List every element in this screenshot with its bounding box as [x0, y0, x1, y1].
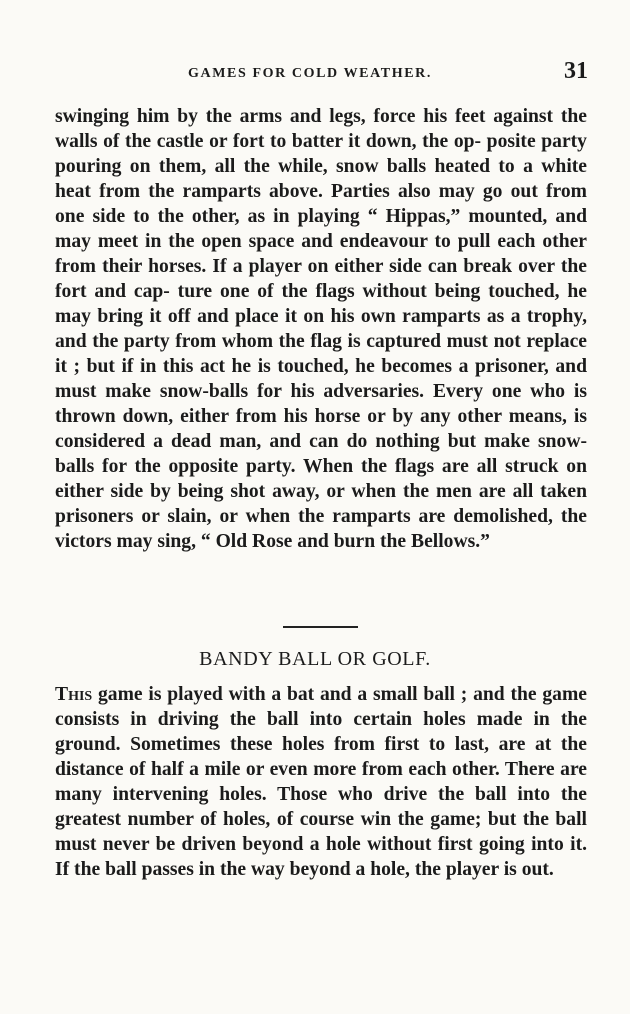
- text-line: passes in the way beyond a hole, the player is out.: [141, 859, 554, 880]
- first-line-rest: game is played with a bat and a small ball ; and: [92, 684, 505, 705]
- section-heading: BANDY BALL OR GOLF.: [199, 648, 431, 670]
- text-line: posite party pouring on them, all the while, snow balls: [55, 131, 587, 177]
- text-line: the walls of the castle or fort to batter it down, the op-: [55, 106, 587, 152]
- text-line: swinging him by the arms and legs, force his feet against: [55, 106, 554, 127]
- first-word: This: [55, 684, 93, 705]
- paragraph-fort-game: [55, 104, 587, 554]
- section-divider: [283, 626, 358, 628]
- header-title: GAMES FOR COLD WEATHER.: [188, 66, 432, 81]
- text-line: last, are at the distance of half a mile or even more from: [55, 734, 587, 780]
- text-line: course win the game; but the ball must never be driven: [55, 809, 587, 855]
- text-line: replace it ; but if in this act he is touched, he becomes: [55, 331, 587, 377]
- page-number: 31: [564, 58, 588, 84]
- text-line: or by any other means, is considered a dead man, and: [55, 406, 587, 452]
- text-line: who drive the ball into the greatest number of holes, of: [55, 784, 587, 830]
- text-line: Every one who is thrown down, either from his horse: [55, 381, 587, 427]
- text-line: heated to a white heat from the ramparts above. Parties: [55, 156, 587, 202]
- text-line: the game consists in driving the ball into certain holes: [55, 684, 587, 730]
- text-line: may sing, “ Old Rose and burn the Bellows.”: [116, 531, 490, 552]
- text-line: ture one of the flags without being touched, he may: [55, 281, 587, 327]
- text-line: When the flags are all struck on either side by being: [55, 456, 587, 502]
- text-line: shot away, or when the men are all taken prisoners or: [55, 481, 588, 527]
- text-line: beyond a hole without first going into it. If the ball: [55, 834, 587, 880]
- paragraph-golf: [55, 682, 587, 882]
- text-line: made in the ground. Sometimes these holes from first to: [55, 709, 587, 755]
- text-line: also may go out from one side to the other, as in playing: [55, 181, 587, 227]
- text-line: slain, or when the ramparts are demolished, the victors: [55, 506, 587, 552]
- text-line: and endeavour to pull each other from their horses. If: [55, 231, 587, 277]
- text-line: “ Hippas,” mounted, and may meet in the open space: [55, 206, 587, 252]
- text-line: each other. There are many intervening holes. Those: [55, 759, 587, 805]
- text-line: a player on either side can break over the fort and cap-: [55, 256, 587, 302]
- text-line: and the party from whom the flag is captured must not: [55, 331, 521, 352]
- text-line: bring it off and place it on his own ramparts as a trophy,: [97, 306, 587, 327]
- text-line: a prisoner, and must make snow-balls for his adversaries.: [55, 356, 587, 402]
- running-header: [55, 58, 590, 88]
- text-line: can do nothing but make snow-balls for the opposite party.: [55, 431, 587, 477]
